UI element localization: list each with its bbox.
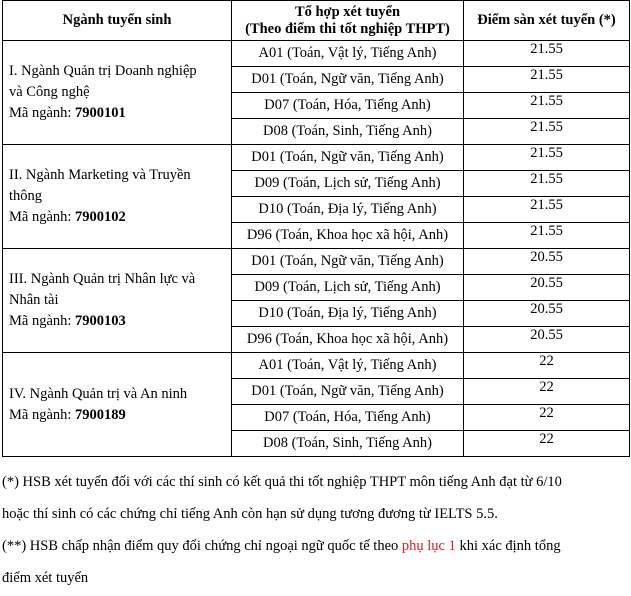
footnote-2-text-after: khi xác định tổng bbox=[455, 538, 561, 554]
appendix-link[interactable]: phụ lục 1 bbox=[401, 538, 456, 554]
score-cell: 21.55 bbox=[464, 171, 630, 197]
major-cell bbox=[3, 249, 232, 353]
combo-cell: D01 (Toán, Ngữ văn, Tiếng Anh) bbox=[232, 67, 464, 93]
table-row bbox=[3, 145, 630, 171]
footnote-1-line1: (*) HSB xét tuyển đối với các thí sinh có kết quả thi tốt nghiệp THPT môn tiếng Anh đạt từ 6/10 bbox=[2, 474, 562, 490]
major-name-line1: II. Ngành Marketing và Truyền bbox=[9, 167, 191, 183]
combo-cell: D01 (Toán, Ngữ văn, Tiếng Anh) bbox=[232, 379, 464, 405]
major-code-label: Mã ngành: bbox=[9, 209, 72, 225]
major-code-label: Mã ngành: bbox=[9, 313, 72, 329]
major-cell bbox=[3, 41, 232, 145]
admission-table bbox=[2, 0, 630, 457]
combo-cell: D10 (Toán, Địa lý, Tiếng Anh) bbox=[232, 197, 464, 223]
major-name-line1: I. Ngành Quản trị Doanh nghiệp bbox=[9, 63, 197, 79]
major-code-line bbox=[9, 405, 231, 426]
combo-cell: D01 (Toán, Ngữ văn, Tiếng Anh) bbox=[232, 249, 464, 275]
score-cell: 20.55 bbox=[464, 301, 630, 327]
table-body bbox=[3, 41, 630, 457]
score-cell: 22 bbox=[464, 353, 630, 379]
footnote-2-text-before: (**) HSB chấp nhận điểm quy đổi chứng chỉ ngoại ngữ quốc tế theo bbox=[2, 538, 402, 554]
major-name-line1: IV. Ngành Quản trị và An ninh bbox=[9, 385, 188, 402]
table-row bbox=[3, 41, 630, 67]
combo-cell: D07 (Toán, Hóa, Tiếng Anh) bbox=[232, 405, 464, 431]
major-name-line1: III. Ngành Quản trị Nhân lực và bbox=[9, 271, 196, 287]
score-cell: 20.55 bbox=[464, 327, 630, 353]
major-cell bbox=[3, 145, 232, 249]
footnotes bbox=[2, 474, 629, 587]
footnote-2 bbox=[2, 538, 629, 587]
combo-cell: D08 (Toán, Sinh, Tiếng Anh) bbox=[232, 431, 464, 457]
combo-cell: D96 (Toán, Khoa học xã hội, Anh) bbox=[232, 327, 464, 353]
major-code-line bbox=[9, 311, 231, 332]
major-code: 7900189 bbox=[75, 406, 126, 423]
combo-cell: D09 (Toán, Lịch sử, Tiếng Anh) bbox=[232, 275, 464, 301]
score-cell: 22 bbox=[464, 379, 630, 405]
header-combo bbox=[232, 1, 464, 41]
footnote-2-line2: điểm xét tuyển bbox=[2, 570, 89, 586]
score-cell: 22 bbox=[464, 405, 630, 431]
major-code-label: Mã ngành: bbox=[9, 105, 72, 121]
major-code: 7900102 bbox=[75, 209, 126, 225]
score-cell: 22 bbox=[464, 431, 630, 457]
score-cell: 21.55 bbox=[464, 119, 630, 145]
combo-cell: D01 (Toán, Ngữ văn, Tiếng Anh) bbox=[232, 145, 464, 171]
score-cell: 21.55 bbox=[464, 223, 630, 249]
footnote-1 bbox=[2, 474, 629, 523]
table-header-row bbox=[3, 1, 630, 41]
header-combo-line2: (Theo điểm thi tốt nghiệp THPT) bbox=[245, 20, 450, 37]
score-cell: 21.55 bbox=[464, 145, 630, 171]
table-row bbox=[3, 353, 630, 379]
major-code: 7900101 bbox=[75, 105, 126, 121]
major-cell bbox=[3, 353, 232, 457]
footnote-2-line1 bbox=[2, 538, 629, 555]
combo-cell: D10 (Toán, Địa lý, Tiếng Anh) bbox=[232, 301, 464, 327]
header-score: Điểm sàn xét tuyển (*) bbox=[464, 1, 630, 41]
header-combo-line1: Tổ hợp xét tuyển bbox=[294, 3, 401, 20]
footnote-1-line2: hoặc thí sinh có các chứng chỉ tiếng Anh còn hạn sử dụng tương đương từ IELTS 5.5. bbox=[2, 506, 498, 522]
score-cell: 21.55 bbox=[464, 67, 630, 93]
major-code-label: Mã ngành: bbox=[9, 406, 72, 423]
major-name-line2: và Công nghệ bbox=[9, 84, 90, 100]
major-name-line2: Nhân tài bbox=[9, 292, 59, 308]
major-name-line2: thông bbox=[9, 188, 43, 204]
score-cell: 20.55 bbox=[464, 249, 630, 275]
major-code-line bbox=[9, 207, 231, 228]
major-code: 7900103 bbox=[75, 313, 126, 329]
score-cell: 20.55 bbox=[464, 275, 630, 301]
combo-cell: A01 (Toán, Vật lý, Tiếng Anh) bbox=[232, 353, 464, 379]
header-major: Ngành tuyển sinh bbox=[3, 1, 232, 41]
score-cell: 21.55 bbox=[464, 41, 630, 67]
combo-cell: D07 (Toán, Hóa, Tiếng Anh) bbox=[232, 93, 464, 119]
combo-cell: D09 (Toán, Lịch sử, Tiếng Anh) bbox=[232, 171, 464, 197]
score-cell: 21.55 bbox=[464, 93, 630, 119]
score-cell: 21.55 bbox=[464, 197, 630, 223]
combo-cell: A01 (Toán, Vật lý, Tiếng Anh) bbox=[232, 41, 464, 67]
combo-cell: D96 (Toán, Khoa học xã hội, Anh) bbox=[232, 223, 464, 249]
major-code-line bbox=[9, 103, 231, 124]
combo-cell: D08 (Toán, Sinh, Tiếng Anh) bbox=[232, 119, 464, 145]
table-row bbox=[3, 249, 630, 275]
